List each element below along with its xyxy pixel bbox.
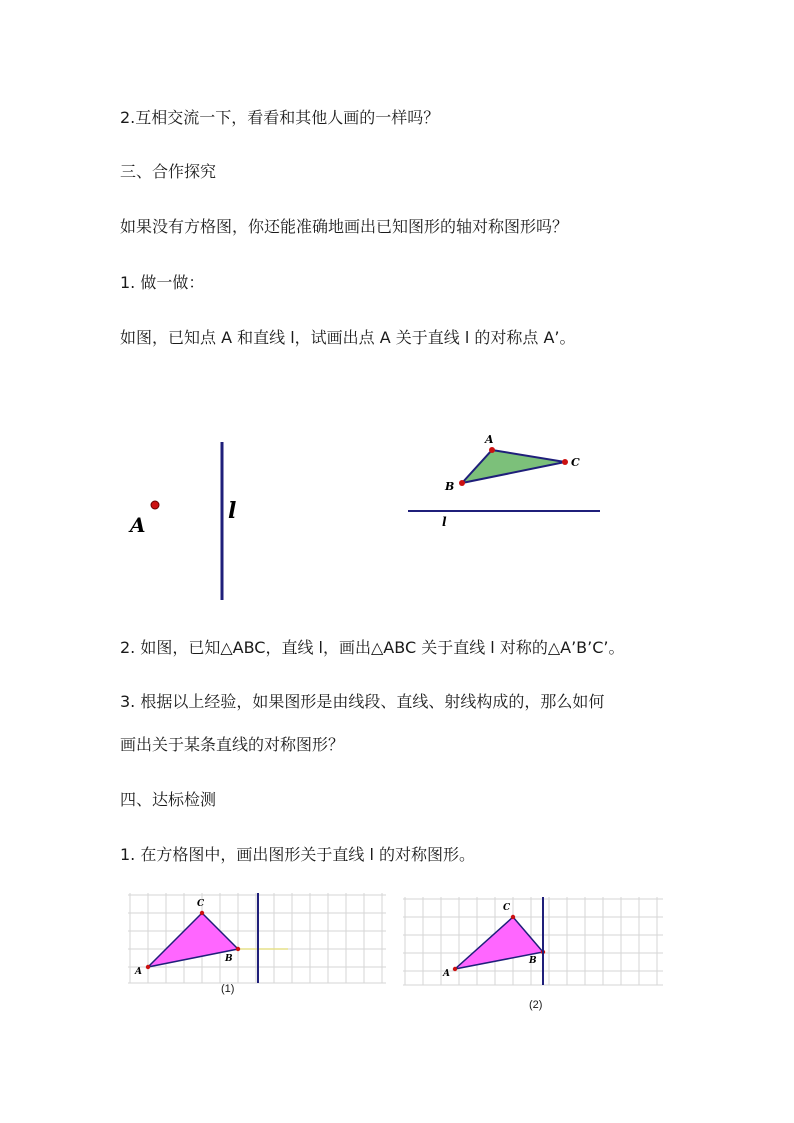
figure-triangle-line bbox=[400, 428, 610, 533]
figure-caption-1: (1) bbox=[221, 983, 235, 995]
point-a-label: A bbox=[130, 513, 146, 537]
figure-caption-2: (2) bbox=[529, 999, 543, 1011]
vertex-c-dot bbox=[511, 915, 515, 919]
grid-figure-1 bbox=[128, 893, 386, 998]
para-triangle-task: 2. 如图，已知△ABC，直线 l，画出△ABC 关于直线 l 对称的△A’B’C’。 bbox=[120, 638, 625, 657]
point-a-dot bbox=[151, 501, 159, 509]
vertex-c-label: C bbox=[503, 903, 511, 913]
vertex-a-label: A bbox=[443, 969, 450, 979]
para-no-grid-question: 如果没有方格图，你还能准确地画出已知图形的轴对称图形吗？ bbox=[120, 217, 569, 236]
vertex-a-dot bbox=[453, 967, 457, 971]
triangle-abc bbox=[462, 450, 565, 483]
para-grid-task: 1. 在方格图中，画出图形关于直线 l 的对称图形。 bbox=[120, 845, 475, 864]
para-point-task: 如图，已知点 A 和直线 l，试画出点 A 关于直线 l 的对称点 A’。 bbox=[120, 328, 576, 347]
section-title-cooperative-inquiry: 三、合作探究 bbox=[120, 162, 217, 181]
para-do-it: 1. 做一做： bbox=[120, 273, 205, 292]
para-experience-question-2: 画出关于某条直线的对称图形？ bbox=[120, 735, 345, 754]
vertex-c-dot bbox=[200, 911, 204, 915]
vertex-c-label: C bbox=[197, 899, 205, 909]
line-l-label: l bbox=[228, 498, 237, 524]
vertex-b-dot bbox=[236, 947, 240, 951]
section-title-assessment: 四、达标检测 bbox=[120, 790, 217, 809]
vertex-a-dot bbox=[146, 965, 150, 969]
vertex-c-label: C bbox=[571, 456, 580, 469]
vertex-b-label: B bbox=[225, 954, 233, 964]
vertex-c-dot bbox=[562, 459, 568, 465]
vertex-a-dot bbox=[489, 447, 495, 453]
vertex-b-label: B bbox=[529, 956, 537, 966]
grid-figure-2 bbox=[403, 897, 663, 1015]
vertex-b-dot bbox=[459, 480, 465, 486]
vertex-b-label: B bbox=[445, 480, 455, 493]
para-exchange: 2.互相交流一下，看看和其他人画的一样吗？ bbox=[120, 108, 440, 127]
line-l-label: l bbox=[442, 515, 447, 529]
vertex-a-label: A bbox=[135, 967, 142, 977]
figure-point-line bbox=[120, 430, 260, 610]
para-experience-question-1: 3. 根据以上经验，如果图形是由线段、直线、射线构成的，那么如何 bbox=[120, 692, 605, 711]
vertex-a-label: A bbox=[485, 433, 494, 446]
